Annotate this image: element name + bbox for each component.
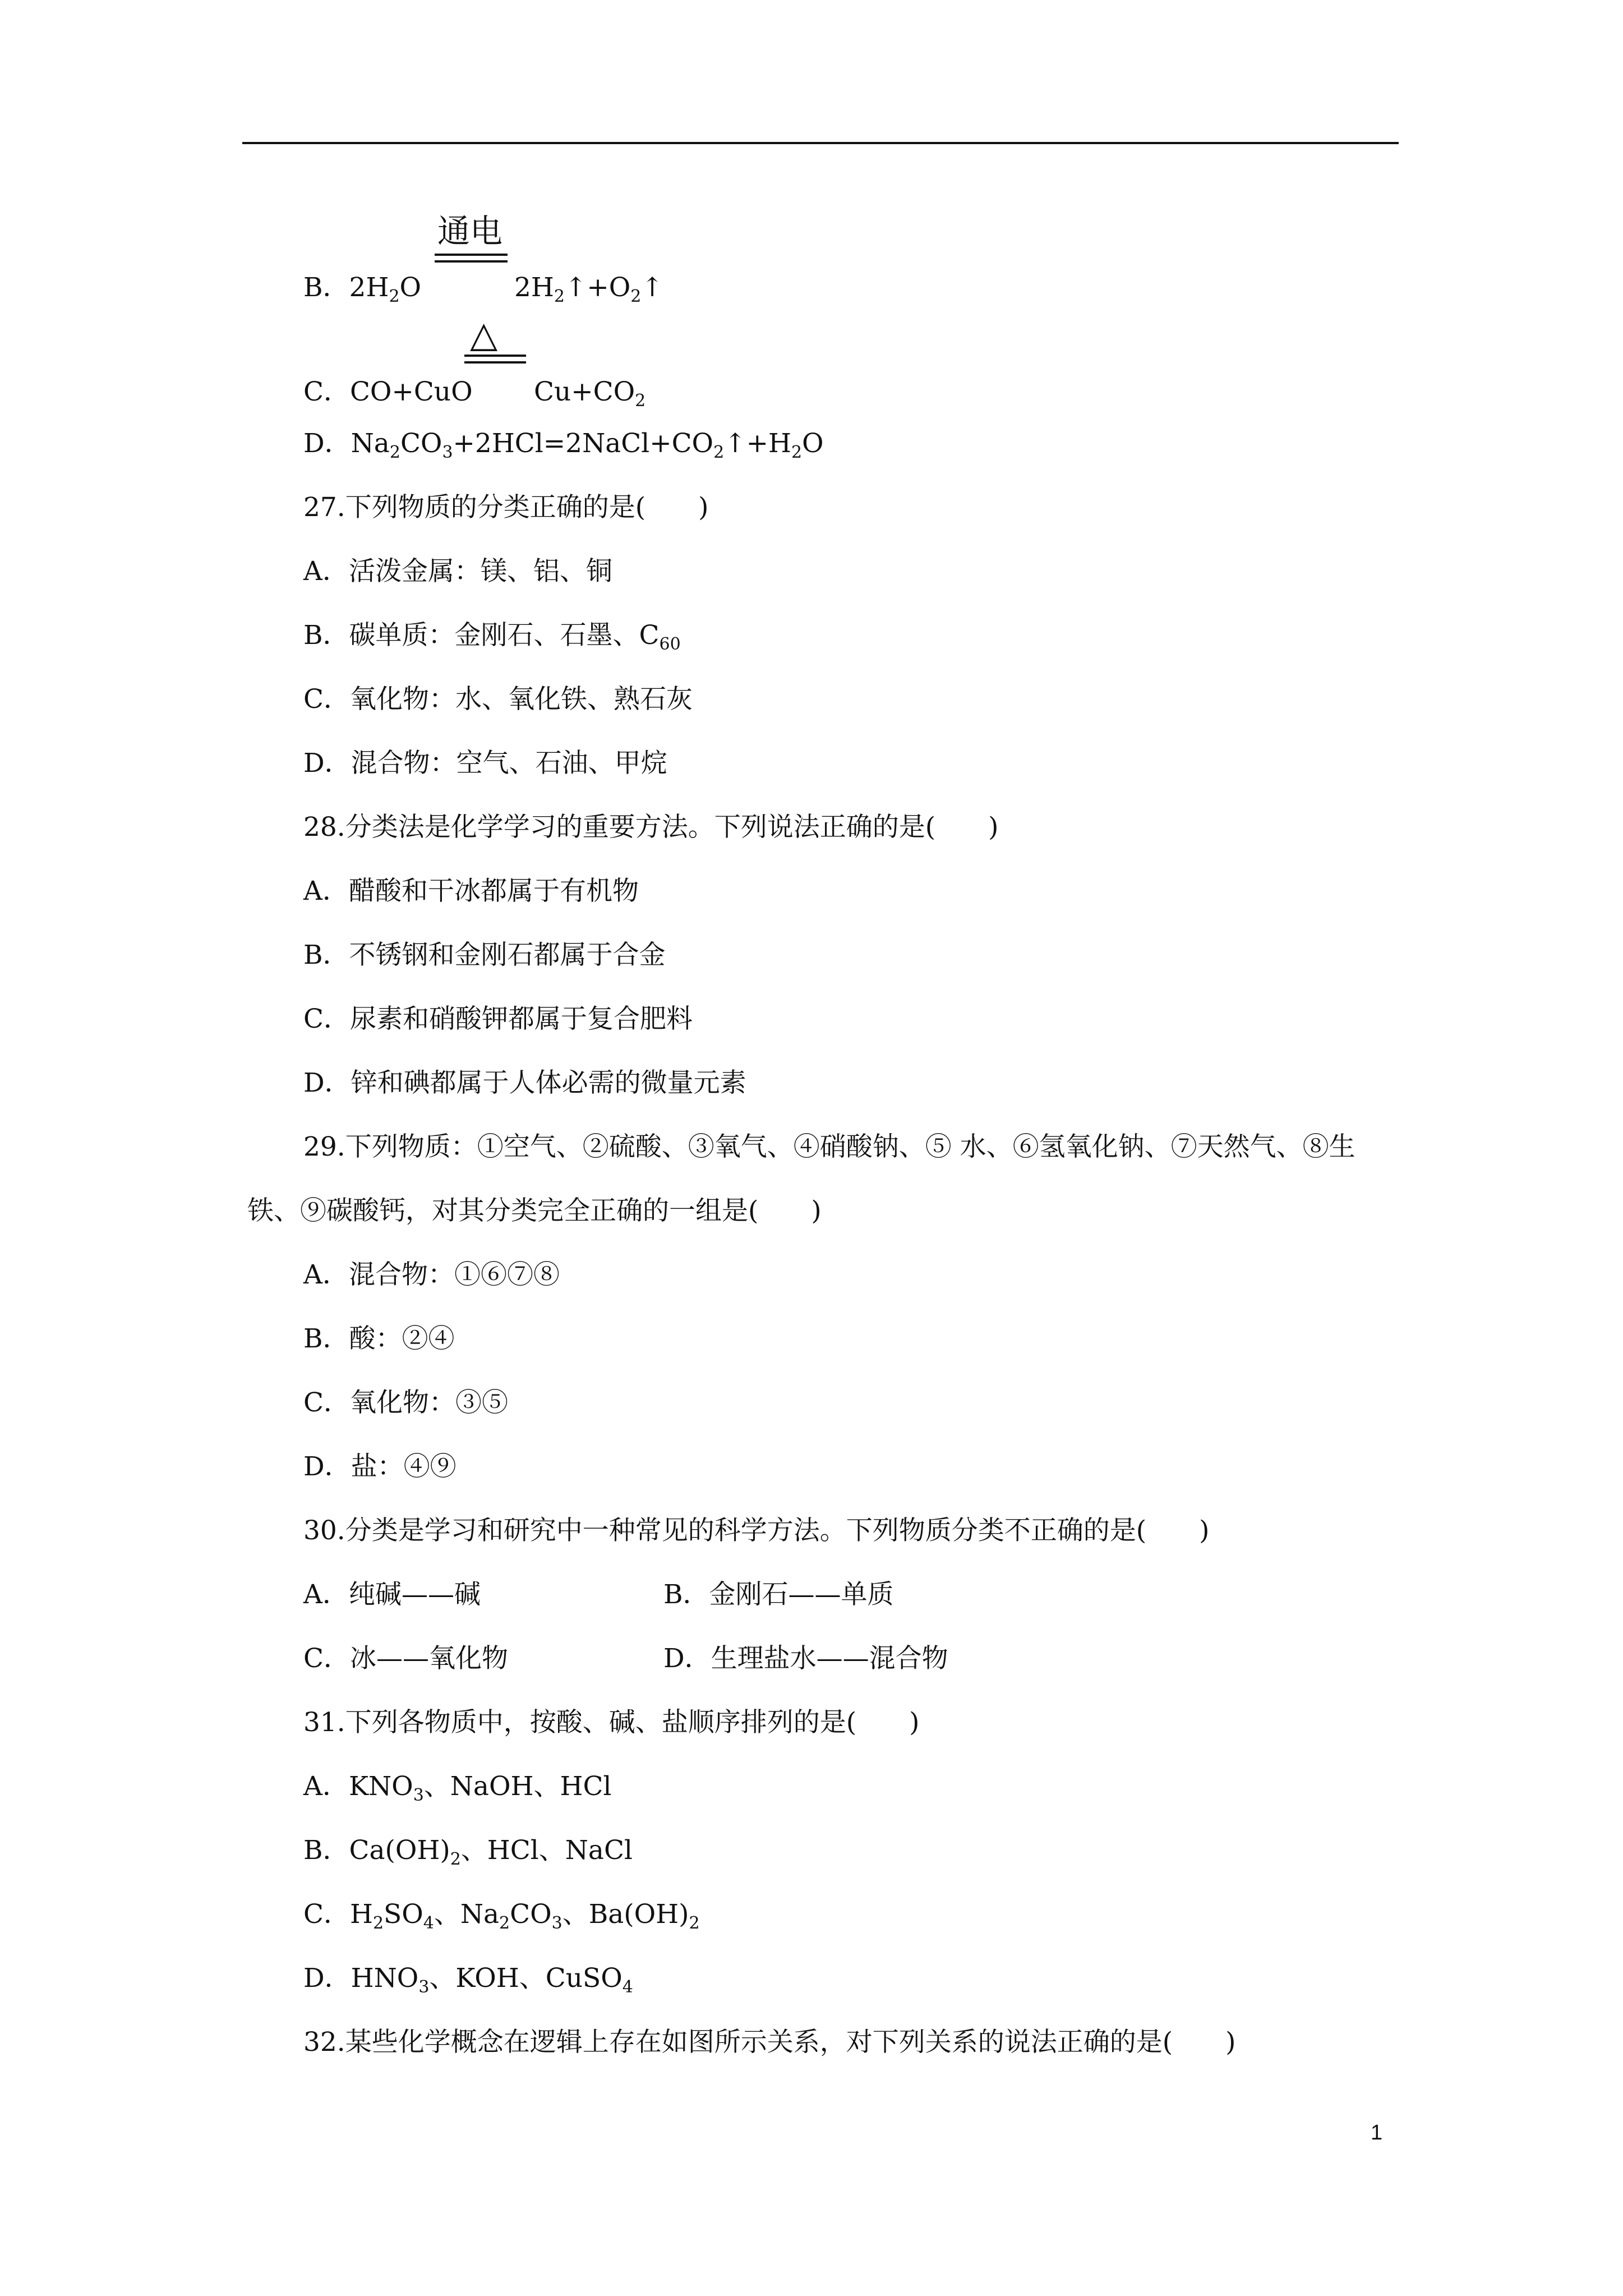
- option-b-reactant: B．$2H_2O$: [303, 272, 422, 306]
- option-c-reactants: C．CO+CuO: [303, 376, 473, 407]
- option-c-products: $Cu+CO_2$: [534, 376, 646, 411]
- question-29-option-c: C．氧化物：③⑤: [303, 1387, 508, 1418]
- question-27-stem: 27.下列物质的分类正确的是( ): [303, 492, 709, 523]
- page-number: 1: [1371, 2121, 1383, 2145]
- question-30-option-d: D．生理盐水——混合物: [663, 1643, 948, 1674]
- question-29-stem-line-2: 铁、⑨碳酸钙，对其分类完全正确的一组是( ): [247, 1195, 822, 1226]
- reaction-condition-electrolysis: 通电: [437, 212, 503, 250]
- option-b-equation: [303, 271, 663, 306]
- question-29-option-b: B．酸：②④: [303, 1323, 455, 1354]
- reaction-equals-double-line: [435, 254, 508, 256]
- option-b-products: $2H_2↑+O_2↑$: [514, 272, 663, 306]
- question-29-stem-line-1: 29.下列物质：①空气、②硫酸、③氧气、④硝酸钠、⑤ 水、⑥氢氧化钠、⑦天然气、⑧生: [303, 1131, 1355, 1162]
- question-28-option-b: B．不锈钢和金刚石都属于合金: [303, 940, 666, 970]
- question-28-option-c: C．尿素和硝酸钾都属于复合肥料: [303, 1004, 693, 1034]
- question-30-option-c: C．冰——氧化物: [303, 1643, 508, 1674]
- question-28-option-d: D．锌和碘都属于人体必需的微量元素: [303, 1068, 746, 1098]
- question-31-stem: 31.下列各物质中，按酸、碱、盐顺序排列的是( ): [303, 1707, 920, 1738]
- option-d-equation: D．$Na_2CO_3+2HCl=2NaCl+CO_2↑+H_2O$: [303, 428, 824, 462]
- question-31-option-b: B．$Ca(OH)_2$、HCl、NaCl: [303, 1835, 633, 1869]
- question-27-option-c: C．氧化物：水、氧化铁、熟石灰: [303, 684, 693, 715]
- question-27-option-d: D．混合物：空气、石油、甲烷: [303, 748, 667, 779]
- question-30-stem: 30.分类是学习和研究中一种常见的科学方法。下列物质分类不正确的是( ): [303, 1515, 1210, 1546]
- reaction-condition-heating: △: [470, 314, 498, 356]
- reaction-equals-double-line: [464, 355, 526, 357]
- header-rule: [242, 142, 1399, 144]
- question-31-option-a: A．$KNO_3$、NaOH、HCl: [303, 1771, 612, 1805]
- question-28-option-a: A．醋酸和干冰都属于有机物: [303, 876, 639, 907]
- option-c-equation: [303, 375, 646, 411]
- question-29-option-a: A．混合物：①⑥⑦⑧: [303, 1259, 560, 1290]
- reaction-equals-double-line: [464, 361, 526, 364]
- question-30-option-a: A．纯碱——碱: [303, 1579, 481, 1610]
- question-32-stem: 32.某些化学概念在逻辑上存在如图所示关系，对下列关系的说法正确的是( ): [303, 2027, 1236, 2058]
- question-31-option-c: C．$H_2SO_4$、$Na_2CO_3$、$Ba(OH)_2$: [303, 1899, 700, 1933]
- reaction-equals-double-line: [435, 260, 508, 263]
- question-27-option-b: B．碳单质：金刚石、石墨、$C_{60}$: [303, 620, 681, 654]
- question-29-option-d: D．盐：④⑨: [303, 1451, 457, 1482]
- question-30-option-b: B．金刚石——单质: [663, 1579, 894, 1610]
- question-27-option-a: A．活泼金属：镁、铝、铜: [303, 556, 612, 587]
- question-31-option-d: D．$HNO_3$、KOH、CuSO$_4$: [303, 1963, 633, 1997]
- question-28-stem: 28.分类法是化学学习的重要方法。下列说法正确的是( ): [303, 812, 999, 843]
